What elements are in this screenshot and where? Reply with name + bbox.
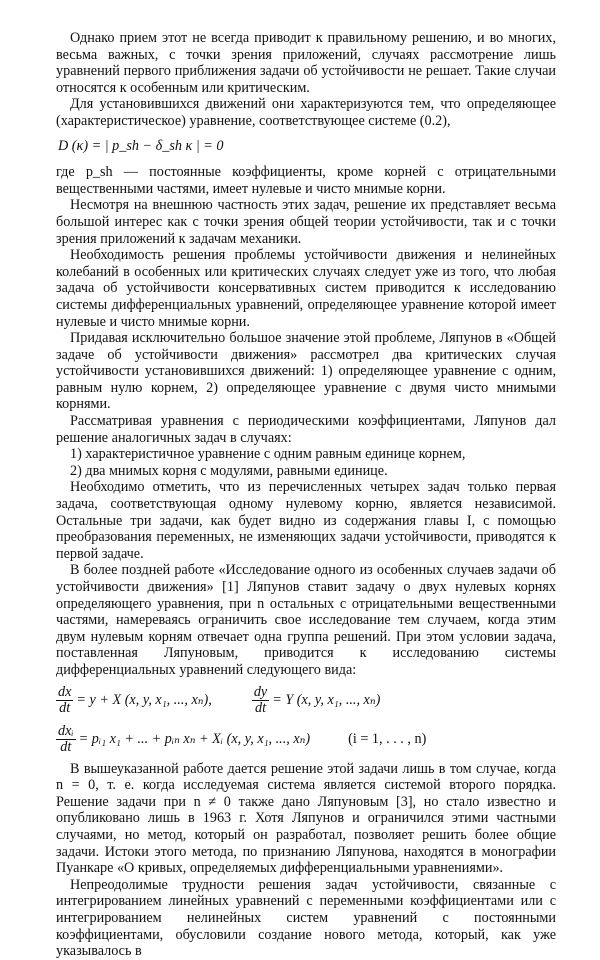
list-item-1: 1) характеристичное уравнение с одним равным единице корнем, (70, 446, 466, 463)
paragraph-4: Несмотря на внешнюю частность этих задач, решение их представляет весьма большой интерес как с точки зрения общей теории устойчивости, так и с точки зрения приложений к задачам механики. (56, 197, 556, 247)
system-row-2 (56, 724, 556, 755)
paragraph-3: где p_sh — постоянные коэффициенты, кроме корней с отрицательными вещественными частями, имеет нулевые и чисто мнимые корни. (56, 164, 556, 197)
fraction-numerator: dy (253, 683, 268, 700)
paragraph-5: Необходимость решения проблемы устойчивости движения и нелинейных колебаний в особенных или критических случаях следует уже из того, что любая задача об устойчивости консервативных систем приводится к исследованию системы дифференциальных уравнений, определяющее уравнение которой имеет нулевые и чисто мнимые корни. (56, 247, 556, 330)
differential-system (56, 685, 556, 755)
paragraph-10: В вышеуказанной работе дается решение этой задачи лишь в том случае, когда n = 0, т. е. когда исследуемая система является системой второго порядка. Решение задачи при n ≠ 0 также дано Ляпуновым [3], но стало известно и опубликовано лишь в 1963 г. Хотя Ляпунов и ограничился этими частными случаями, но метод, который он разработал, позволяет решить более общие задачи. Истоки этого метода, по признанию Ляпунова, находятся в монографии Пуанкаре «О кривых, определяемых дифференциальными уравнениями». (56, 760, 556, 877)
equation-3-rhs: = pᵢ₁ x₁ + ... + pᵢₙ xₙ + Xᵢ (x, y, x₁, ..., xₙ) (78, 730, 311, 747)
characteristic-equation: D (κ) = | p_sh − δ_sh κ | = 0 (58, 137, 224, 154)
fraction-denominator: dt (59, 699, 71, 716)
fraction-denominator: dt (254, 699, 267, 716)
paragraph-6: Придавая исключительно большое значение этой проблеме, Ляпунов в «Общей задаче об устойчивости движения» рассмотрел два критических случая устойчивости установившихся движений: 1) определяющее уравнение с одним, равным нулю корнем, 2) определяющее уравнение с двумя чисто мнимыми корнями. (56, 330, 556, 413)
paragraph-8: Необходимо отметить, что из перечисленных четырех задач только первая задача, соответствующая одному нулевому корню, является независимой. Остальные три задачи, как будет видно из содержания главы I, с помощью преобразования переменных, не изменяющих задачи устойчивости, приводятся к первой задаче. (56, 479, 556, 562)
paragraph-7: Рассматривая уравнения с периодическими коэффициентами, Ляпунов дал решение аналогичных задач в случаях: (56, 413, 556, 446)
paragraph-11: Непреодолимые трудности решения задач устойчивости, связанные с интегрированием линейных уравнений с переменными коэффициентами или с интегрированием нелинейных систем уравнений с постоянными коэффициентами, обусловили создание нового метода, который, как уже указывалось в (56, 876, 556, 960)
fraction-dx-dt (56, 685, 73, 716)
list-item-2: 2) два мнимых корня с модулями, равными единице. (70, 462, 388, 479)
fraction-numerator: dx (58, 683, 72, 700)
fraction-dxi-dt (56, 724, 76, 755)
equation-2-rhs: = Y (x, y, x₁, ..., xₙ) (272, 691, 381, 708)
document-page (56, 30, 556, 960)
fraction-denominator: dt (60, 738, 72, 755)
fraction-dy-dt (252, 685, 269, 716)
paragraph-1: Однако прием этот не всегда приводит к правильному решению, и во многих, весьма важных, с точки зрения приложений, случаях рассмотрение лишь уравнений первого приближения задачи об устойчивости не решает. Такие случаи относятся к особенным или критическим. (56, 30, 556, 96)
system-row-1 (56, 685, 556, 716)
paragraph-9: В более поздней работе «Исследование одного из особенных случаев задачи об устойчивости движения» [1] Ляпунов ставит задачу о двух нулевых корнях определяющего уравнения, при n остальных с отрицательными вещественными частями, намереваясь ограничить свое исследование тем случаем, когда этим двум нулевым корням отвечает одна группа решений. При этом условии задача, поставленная Ляпуновым, приводится к исследованию системы дифференциальных уравнений следующего вида: (56, 562, 556, 678)
paragraph-2: Для установившихся движений они характеризуются тем, что определяющее (характеристическое) уравнение, соответствующее системе (0.2), (56, 96, 556, 129)
equation-1-rhs: = y + X (x, y, x₁, ..., xₙ), (76, 691, 212, 708)
index-range: (i = 1, . . . , n) (348, 730, 427, 747)
fraction-numerator: dxᵢ (58, 722, 74, 739)
